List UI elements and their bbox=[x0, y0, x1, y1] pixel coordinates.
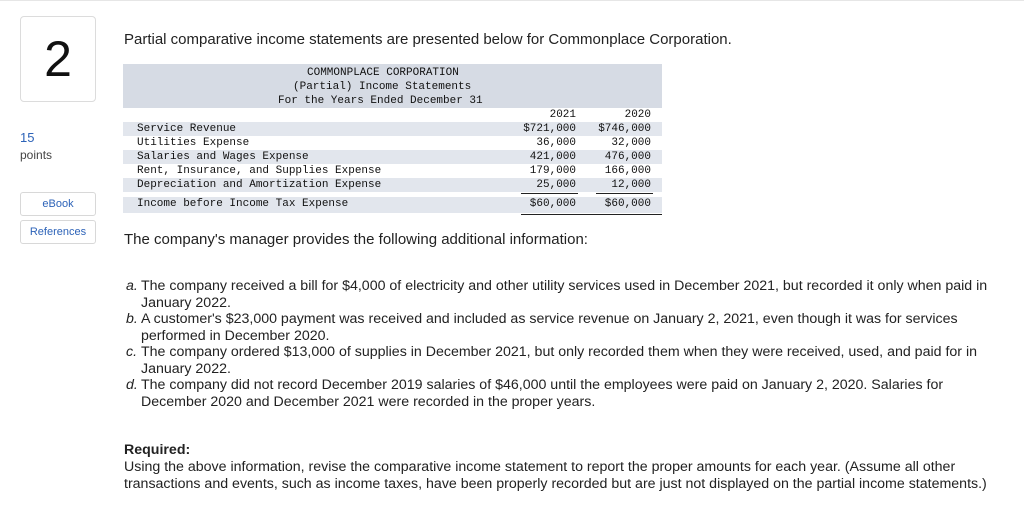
row-label: Service Revenue bbox=[137, 123, 237, 135]
list-item bbox=[124, 311, 1009, 344]
total-underline bbox=[521, 214, 662, 215]
item-text: The company received a bill for $4,000 of electricity and other utility services used in December 2021, but recorded it only when paid in January 2022. bbox=[141, 278, 988, 311]
references-button[interactable]: References bbox=[20, 220, 96, 244]
value-2020: 12,000 bbox=[611, 179, 651, 191]
value-2021: $60,000 bbox=[529, 198, 576, 210]
value-2021: 421,000 bbox=[529, 151, 576, 163]
additional-info-text: The company's manager provides the following additional information: bbox=[124, 231, 588, 248]
value-2021: $721,000 bbox=[523, 123, 576, 135]
subtotal-underline bbox=[596, 193, 653, 194]
value-2020: 32,000 bbox=[611, 137, 651, 149]
value-2020: $60,000 bbox=[604, 198, 651, 210]
top-divider bbox=[0, 0, 1024, 1]
points-label: points bbox=[20, 148, 53, 162]
row-label: Salaries and Wages Expense bbox=[137, 151, 309, 163]
info-list bbox=[124, 278, 1009, 410]
value-2021: 25,000 bbox=[536, 179, 576, 191]
subtotal-underline bbox=[521, 193, 578, 194]
required-heading: Required: bbox=[124, 442, 191, 458]
list-item bbox=[124, 377, 1009, 410]
required-text: Using the above information, revise the comparative income statement to report the proper amounts for each year. (Assume all other transactions and events, such as income taxes, have been properly recorded but are just not displayed on the partial income statements.) bbox=[124, 459, 987, 492]
item-text: The company ordered $13,000 of supplies in December 2021, but only recorded them when they were received, used, and paid for in January 2022. bbox=[141, 344, 977, 377]
item-letter: b. bbox=[126, 311, 138, 327]
item-letter: d. bbox=[126, 377, 138, 393]
item-letter: a. bbox=[126, 278, 138, 294]
row-label: Rent, Insurance, and Supplies Expense bbox=[137, 165, 382, 177]
value-2020: $746,000 bbox=[598, 123, 651, 135]
list-item bbox=[124, 344, 1009, 377]
ebook-button[interactable]: eBook bbox=[20, 192, 96, 216]
value-2021: 36,000 bbox=[536, 137, 576, 149]
year-2020-header: 2020 bbox=[624, 109, 651, 121]
year-2021-header: 2021 bbox=[549, 109, 576, 121]
value-2020: 166,000 bbox=[604, 165, 651, 177]
value-2020: 476,000 bbox=[604, 151, 651, 163]
question-number: 2 bbox=[20, 16, 96, 102]
item-text: A customer's $23,000 payment was received and included as service revenue on January 2, 2021, even though it was for services performed in December 2020. bbox=[141, 311, 958, 344]
statement-company: COMMONPLACE CORPORATION bbox=[307, 67, 459, 79]
item-letter: c. bbox=[126, 344, 138, 360]
statement-period: For the Years Ended December 31 bbox=[278, 95, 483, 107]
statement-subtitle: (Partial) Income Statements bbox=[293, 81, 472, 93]
value-2021: 179,000 bbox=[529, 165, 576, 177]
row-label: Utilities Expense bbox=[137, 137, 250, 149]
intro-text: Partial comparative income statements are presented below for Commonplace Corporation. bbox=[124, 31, 732, 48]
row-label: Depreciation and Amortization Expense bbox=[137, 179, 382, 191]
item-text: The company did not record December 2019 salaries of $46,000 until the employees were paid on January 2, 2020. Salaries for December 2020 and December 2021 were recorded in the proper years. bbox=[141, 377, 944, 410]
points-value: 15 bbox=[20, 130, 35, 145]
income-statement-table bbox=[123, 64, 662, 216]
list-item bbox=[124, 278, 1009, 311]
row-label: Income before Income Tax Expense bbox=[137, 198, 349, 210]
